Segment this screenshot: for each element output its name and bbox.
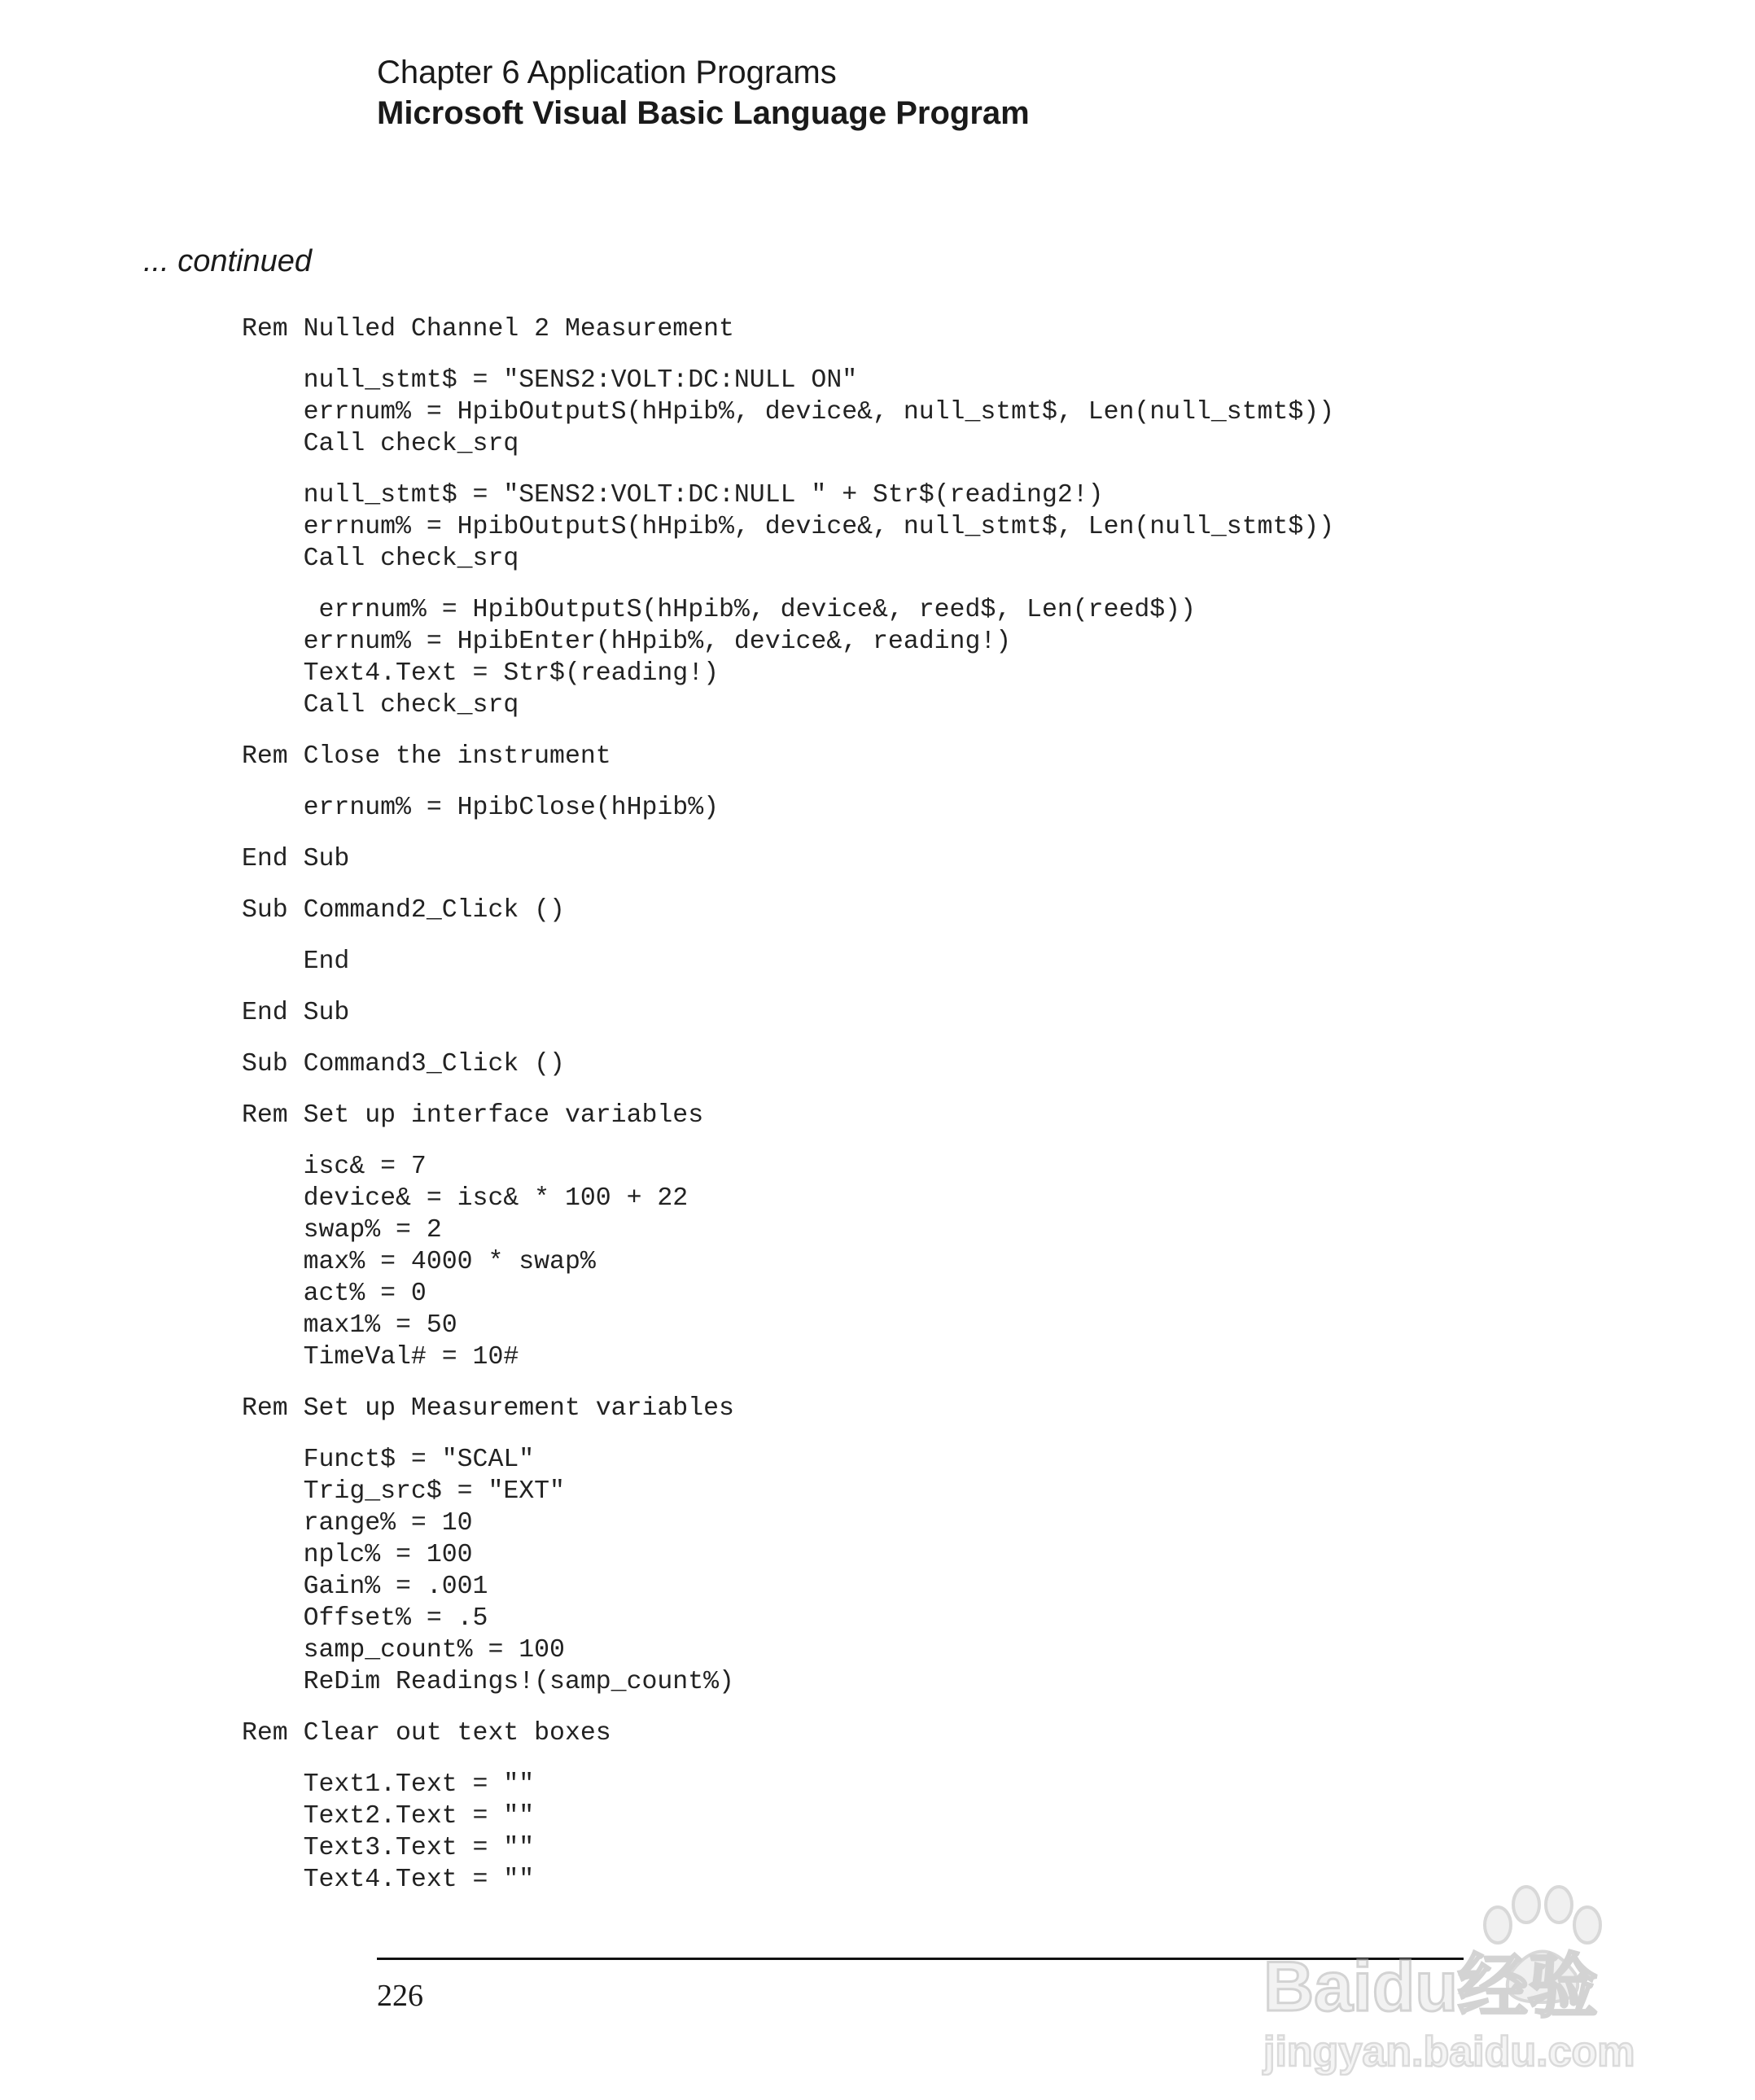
- code-paragraph: [242, 843, 1334, 875]
- code-line: Rem Close the instrument: [242, 742, 611, 771]
- code-line: Offset% = .5: [242, 1604, 488, 1633]
- code-line: Text3.Text = "": [242, 1834, 535, 1862]
- code-line: act% = 0: [242, 1280, 427, 1308]
- code-line: errnum% = HpibOutputS(hHpib%, device&, null_stmt$, Len(null_stmt$)): [242, 398, 1335, 427]
- code-line: max1% = 50: [242, 1311, 457, 1340]
- watermark: [1254, 1840, 1677, 2076]
- code-line: isc& = 7: [242, 1153, 427, 1181]
- code-paragraph: [242, 1444, 1334, 1698]
- code-line: Sub Command3_Click (): [242, 1050, 565, 1078]
- code-line: Rem Nulled Channel 2 Measurement: [242, 315, 734, 343]
- code-listing: [242, 313, 1334, 1915]
- code-line: Text4.Text = "": [242, 1866, 535, 1894]
- code-line: Call check_srq: [242, 430, 519, 458]
- code-line: Text4.Text = Str$(reading!): [242, 659, 719, 688]
- code-line: ReDim Readings!(samp_count%): [242, 1668, 734, 1696]
- code-line: errnum% = HpibOutputS(hHpib%, device&, reed$, Len(reed$)): [242, 596, 1196, 624]
- code-line: null_stmt$ = "SENS2:VOLT:DC:NULL ON": [242, 366, 858, 395]
- code-line: End: [242, 947, 350, 976]
- code-line: Text2.Text = "": [242, 1802, 535, 1831]
- code-paragraph: [242, 997, 1334, 1029]
- code-line: End Sub: [242, 999, 350, 1027]
- code-line: nplc% = 100: [242, 1541, 473, 1569]
- code-line: Rem Clear out text boxes: [242, 1719, 611, 1748]
- code-line: device& = isc& * 100 + 22: [242, 1184, 689, 1213]
- code-line: Gain% = .001: [242, 1573, 488, 1601]
- code-line: Rem Set up Measurement variables: [242, 1394, 734, 1423]
- code-line: Call check_srq: [242, 691, 519, 720]
- code-paragraph: [242, 946, 1334, 978]
- continued-label: ... continued: [143, 244, 313, 278]
- page-header: [377, 52, 1030, 133]
- code-paragraph: [242, 365, 1334, 460]
- code-line: Trig_src$ = "EXT": [242, 1477, 565, 1506]
- code-paragraph: [242, 895, 1334, 926]
- page-number: 226: [377, 1979, 423, 2013]
- code-line: swap% = 2: [242, 1216, 442, 1245]
- code-line: TimeVal# = 10#: [242, 1343, 519, 1372]
- code-line: errnum% = HpibClose(hHpib%): [242, 794, 719, 822]
- code-line: Call check_srq: [242, 545, 519, 573]
- code-paragraph: [242, 1393, 1334, 1424]
- code-line: samp_count% = 100: [242, 1636, 565, 1665]
- code-paragraph: [242, 1717, 1334, 1749]
- code-line: max% = 4000 * swap%: [242, 1248, 596, 1276]
- code-paragraph: [242, 741, 1334, 772]
- code-paragraph: [242, 1100, 1334, 1131]
- code-paragraph: [242, 594, 1334, 721]
- code-line: Rem Set up interface variables: [242, 1101, 704, 1130]
- section-title: Microsoft Visual Basic Language Program: [377, 95, 1030, 131]
- watermark-brand-text: Baidu经验: [1263, 1948, 1598, 2026]
- code-line: Funct$ = "SCAL": [242, 1446, 535, 1474]
- code-paragraph: [242, 479, 1334, 575]
- code-line: End Sub: [242, 845, 350, 873]
- code-line: range% = 10: [242, 1509, 473, 1538]
- code-line: null_stmt$ = "SENS2:VOLT:DC:NULL " + Str$(reading2!): [242, 481, 1104, 510]
- code-paragraph: [242, 1048, 1334, 1080]
- watermark-url-text: jingyan.baidu.com: [1263, 2028, 1635, 2076]
- code-line: errnum% = HpibOutputS(hHpib%, device&, null_stmt$, Len(null_stmt$)): [242, 513, 1335, 541]
- code-line: Sub Command2_Click (): [242, 896, 565, 925]
- chapter-title: Chapter 6 Application Programs: [377, 55, 837, 90]
- code-line: Text1.Text = "": [242, 1770, 535, 1799]
- baidu-watermark-logo: [1254, 1840, 1677, 2076]
- code-paragraph: [242, 313, 1334, 345]
- code-line: errnum% = HpibEnter(hHpib%, device&, reading!): [242, 628, 1012, 656]
- code-paragraph: [242, 792, 1334, 824]
- code-paragraph: [242, 1151, 1334, 1373]
- code-paragraph: [242, 1769, 1334, 1896]
